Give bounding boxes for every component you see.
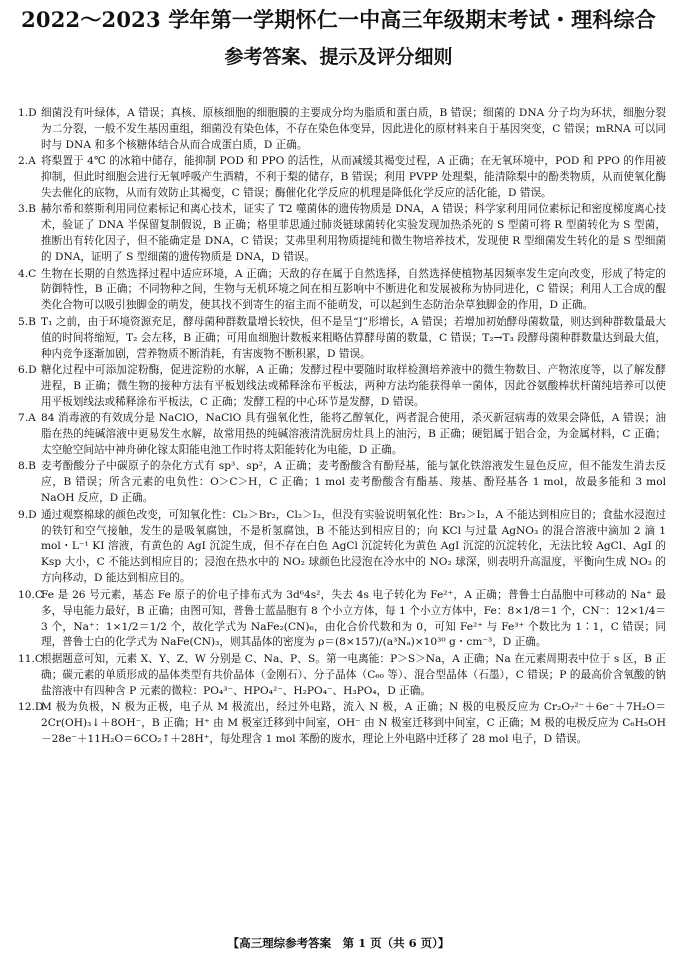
answer-item — [18, 315, 666, 363]
answer-number: 1.D — [18, 107, 37, 119]
answer-item — [18, 588, 666, 652]
page-footer: 【高三理综参考答案 第 1 页（共 6 页）】 — [227, 936, 450, 950]
answer-number: 5.B — [18, 315, 36, 328]
answer-explanation: 赫尔希和蔡斯利用同位素标记和离心技术，证实了 T2 噬菌体的遗传物质是 DNA，A 错误；科学家利用同位素标记和密度梯度离心技术，验证了 DNA 半保留复制假说，B 正确；格里菲思通过肺炎链球菌转化实验发现加热杀死的 S 型菌可将 R 型菌转化为 S 型菌，推断出有转化因子，但不能确定是 DNA，C 错误；艾弗里利用物质提纯和微生物培养技术，发现使 R 型细菌发生转化的是 S 型细菌的 DNA，证明了 S 型细菌的遗传物质是 DNA，D 错误。 — [41, 203, 666, 264]
answer-item — [18, 411, 666, 459]
answer-explanation: 84 消毒液的有效成分是 NaClO，NaClO 具有强氧化性，能将乙醇氧化，两者混合使用，杀灭新冠病毒的效果会降低，A 错误；油脂在热的纯碱溶液中更易发生水解，故常用热的纯碱溶液清洗厨房灶具上的油污，B 正确；硬铝属于铝合金，为金属材料，C 正确；太空舱空间站中神舟砷化镓太阳能电池工作时将太阳能转化为电能，D 正确。 — [41, 412, 666, 457]
page-title: 2022～2023 学年第一学期怀仁一中高三年级期末考试・理科综合 — [21, 7, 656, 32]
answer-item — [18, 700, 666, 748]
page-subtitle: 参考答案、提示及评分细则 — [224, 46, 453, 68]
answer-number: 8.B — [18, 460, 36, 473]
answer-explanation: 将梨置于 4℃ 的冰箱中储存，能抑制 POD 和 PPO 的活性，从而减缓其褐变过程，A 正确；在无氧环境中，POD 和 PPO 的作用被抑制，但此时细胞会进行无氧呼吸产生酒精，不利于梨的储存，B 错误；利用 PVPP 处理梨，能清除梨中的酚类物质，从而使氧化酶失去催化的底物，从而有效防止其褐变，C 错误；酶催化化学反应的机理是降低化学反应的活化能，D 错误。 — [41, 155, 666, 200]
answer-item — [18, 508, 666, 588]
answer-item — [18, 459, 666, 507]
answer-explanation: 麦考酚酸分子中碳原子的杂化方式有 sp³、sp²，A 正确；麦考酚酸含有酚羟基，能与氯化铁溶液发生显色反应，但不能发生消去反应，B 错误；所含元素的电负性：O＞C＞H，C 正确；1 mol 麦考酚酸含有酯基、羧基、酚羟基各 1 mol，故最多能和 3 mol NaOH 反应，D 正确。 — [41, 460, 666, 505]
answer-explanation: 糖化过程中可添加淀粉酶，促进淀粉的水解，A 正确；发酵过程中要随时取样检测培养液中的微生物数目、产物浓度等，以了解发酵进程，B 正确；微生物的接种方法有平板划线法或稀释涂布平板法，两种方法均能获得单一菌体，因此谷氨酸棒状杆菌纯培养可以使用平板划线法或稀释涂布平板法，C 正确；发酵工程的中心环节是发酵，D 错误。 — [41, 364, 666, 408]
answer-number: 12.D — [18, 701, 44, 714]
answer-explanation: 生物在长期的自然选择过程中适应环境，A 正确；天敌的存在属于自然选择，自然选择使植物基因频率发生定向改变，形成了特定的防御特性，B 正确；不同物种之间，生物与无机环境之间在相互影响中不断进化和发展被称为协同进化，C 错误；利用人工合成的醌类化合物可以吸引独脚金的萌发，使其找不到寄生的宿主而不能萌发，可以起到生态防治杂草独脚金的作用，D 正确。 — [41, 267, 666, 312]
answer-number: 4.C — [18, 267, 37, 280]
answer-item — [18, 652, 666, 700]
answer-item — [18, 106, 666, 154]
answer-list — [18, 106, 666, 748]
answer-number: 7.A — [18, 412, 36, 425]
answer-number: 2.A — [18, 155, 36, 168]
answer-number: 9.D — [18, 508, 37, 521]
answer-number: 11.C — [18, 652, 43, 665]
answer-item — [18, 267, 666, 315]
answer-explanation: M 极为负极，N 极为正极，电子从 M 极流出，经过外电路，流入 N 极，A 正确；N 极的电极反应为 Cr₂O₇²⁻＋6e⁻＋7H₂O＝2Cr(OH)₃↓＋8OH⁻，B 正确；H⁺ 由 M 极室迁移到中间室，OH⁻ 由 N 极室迁移到中间室，C 正确；M 极的电极反应为 C₆H₅OH－28e⁻＋11H₂O＝6CO₂↑＋28H⁺，每处理含 1 mol 苯酚的废水，理论上外电路中迁移了 28 mol 电子，D 错误。 — [41, 701, 666, 745]
answer-number: 6.D — [18, 364, 37, 376]
answer-number: 10.C — [18, 588, 43, 601]
answer-explanation: 根据题意可知，元素 X、Y、Z、W 分别是 C、Na、P、S。第一电离能：P＞S＞Na，A 正确；Na 在元素周期表中位于 s 区，B 正确；碳元素的单质形成的晶体类型有共价晶体（金刚石）、分子晶体（C₆₀ 等）、混合型晶体（石墨），C 错误；P 的最高价含氧酸的钠盐溶液中有四种含 P 元素的微粒：PO₄³⁻、HPO₄²⁻、H₂PO₄⁻、H₃PO₄，D 正确。 — [41, 652, 666, 697]
answer-explanation: 细菌没有叶绿体，A 错误；真核、原核细胞的细胞膜的主要成分均为脂质和蛋白质，B 错误；细菌的 DNA 分子均为环状，细胞分裂为二分裂，一般不发生基因重组，细菌没有染色体，不存在染色体变异，因此进化的原材料来自于基因突变，C 错误；mRNA 可以同时与 DNA 和多个核糖体结合从而合成蛋白质，D 正确。 — [41, 107, 666, 151]
answer-item — [18, 363, 666, 411]
answer-number: 3.B — [18, 203, 36, 216]
answer-explanation: T₁ 之前，由于环境资源充足，酵母菌种群数量增长较快，但不是呈“J”形增长，A 错误；若增加初始酵母菌数量，则达到种群数量最大值的时间将缩短，T₂ 会左移，B 正确；可用血细胞计数板来粗略估算酵母菌的数量，C 错误；T₂→T₃ 段酵母菌种群数量达到最大值，种内竞争逐渐加剧，营养物质不断消耗，有害废物不断积累，D 错误。 — [41, 315, 666, 360]
answer-explanation: 通过观察棉球的颜色改变，可知氧化性：Cl₂＞Br₂，Cl₂＞I₂，但没有实验说明氧化性：Br₂＞I₂，A 不能达到相应目的；食盐水浸泡过的铁钉和空气接触，发生的是吸氧腐蚀，不是析氢腐蚀，B 不能达到相应目的；向 KCl 与过量 AgNO₃ 的混合溶液中滴加 2 滴 1 mol・L⁻¹ KI 溶液，有黄色的 AgI 沉淀生成，但不存在白色 AgCl 沉淀转化为黄色 AgI 沉淀的沉淀转化，无法比较 AgCl、AgI 的 Ksp 大小，C 不能达到相应目的；浸泡在热水中的 NO₂ 球颜色比浸泡在冷水中的 NO₂ 球深，则表明升高温度，平衡向生成 NO₂ 的方向移动，D 能达到相应目的。 — [41, 508, 666, 585]
answer-explanation: Fe 是 26 号元素，基态 Fe 原子的价电子排布式为 3d⁶4s²，失去 4s 电子转化为 Fe²⁺，A 正确；普鲁士白晶胞中可移动的 Na⁺ 最多，导电能力最好，B 正确；由图可知，普鲁士蓝晶胞有 8 个小立方体，每 1 个小立方体中，Fe：8×1/8＝1 个，CN⁻：12×1/4＝3 个，Na⁺：1×1/2＝1/2 个，故化学式为 NaFe₂(CN)₆，由化合价代数和为 0，可知 Fe²⁺ 与 Fe³⁺ 个数比为 1∶1，C 错误；同理，普鲁士白的化学式为 NaFe(CN)₃，则其晶体的密度为 ρ＝(8×157)/(a³Nₐ)×10³⁰ g・cm⁻³，D 正确。 — [41, 588, 666, 649]
answer-item — [18, 202, 666, 266]
answer-item — [18, 154, 666, 202]
